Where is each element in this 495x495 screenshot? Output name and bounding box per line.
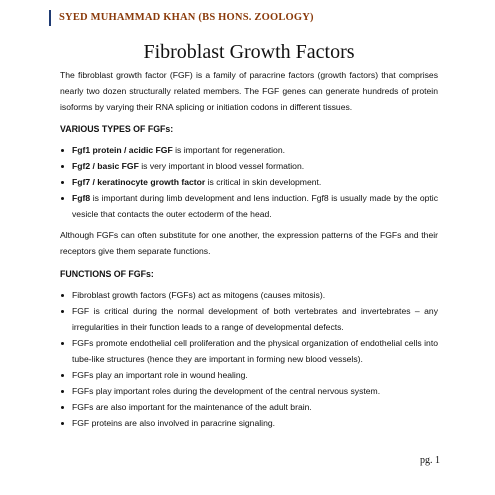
- list-item: [60, 190, 438, 222]
- list-item-text: is very important in blood vessel formation.: [138, 161, 305, 171]
- functions-heading: FUNCTIONS OF FGFs:: [60, 269, 154, 279]
- document-title: Fibroblast Growth Factors: [143, 41, 355, 63]
- list-item-term: Fgf8: [72, 193, 91, 203]
- list-item-text: is important for regeneration.: [172, 145, 286, 155]
- list-item: FGFs promote endothelial cell proliferation and the physical organization of endothelial cells into tube-like structures (hence they are important in forming new blood vessels).: [60, 335, 438, 367]
- types-heading: VARIOUS TYPES OF FGFs:: [60, 124, 174, 134]
- list-item-term: Fgf1 protein / acidic FGF: [72, 145, 173, 155]
- middle-paragraph: Although FGFs can often substitute for one another, the expression patterns of the FGFs and their receptors give them separate functions.: [60, 230, 438, 256]
- page-header: SYED MUHAMMAD KHAN (BS HONS. ZOOLOGY): [49, 10, 314, 26]
- list-item-term: Fgf2 / basic FGF: [72, 161, 139, 171]
- list-item: FGFs are also important for the maintenance of the adult brain.: [60, 399, 438, 415]
- list-item-text: is critical in skin development.: [205, 177, 322, 187]
- list-item: Fibroblast growth factors (FGFs) act as mitogens (causes mitosis).: [60, 287, 438, 303]
- list-item: [60, 142, 438, 158]
- page-content: [60, 40, 438, 436]
- page-number: pg. 1: [420, 455, 440, 466]
- list-item: FGF proteins are also involved in paracrine signaling.: [60, 415, 438, 431]
- list-item-term: Fgf7 / keratinocyte growth factor: [72, 177, 206, 187]
- list-item: [60, 158, 438, 174]
- list-item-text: is important during limb development and lens induction. Fgf8 is usually made by the optic vesicle that contacts the outer ectoderm of the head.: [72, 193, 438, 219]
- intro-paragraph: The fibroblast growth factor (FGF) is a family of paracrine factors (growth factors) that comprises nearly two dozen structurally related members. The FGF genes can generate hundreds of protein isoforms by varying their RNA splicing or initiation codons in different tissues.: [60, 70, 438, 112]
- list-item: [60, 174, 438, 190]
- functions-list: [60, 287, 438, 431]
- list-item: FGF is critical during the normal development of both vertebrates and invertebrates – any irregularities in their function leads to a range of developmental defects.: [60, 303, 438, 335]
- types-list: [60, 142, 438, 222]
- list-item: FGFs play an important role in wound healing.: [60, 367, 438, 383]
- list-item: FGFs play important roles during the development of the central nervous system.: [60, 383, 438, 399]
